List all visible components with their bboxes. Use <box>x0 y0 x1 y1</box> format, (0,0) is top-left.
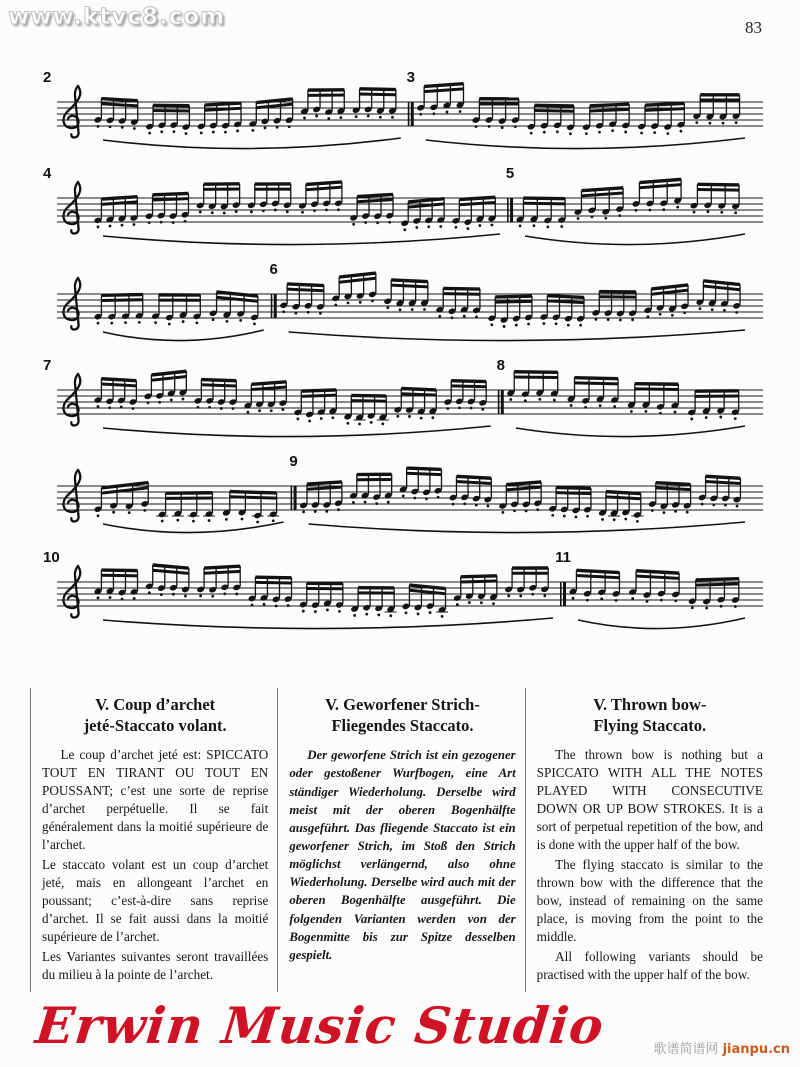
staff-notation-svg <box>35 66 765 162</box>
column-german <box>277 688 524 992</box>
french-heading <box>42 694 268 736</box>
music-system-4 <box>35 354 765 450</box>
french-paragraph: Le coup d’archet jeté est: SPICCATO TOUT EN TIRANT OU TOUT EN POUSSANT; c’est une sorte de reprise d’archet perpétuelle. Il se fait généralement dans la moitié supérieure de l’archet. <box>42 747 269 852</box>
site-credit-chinese: 歌谱简谱网 <box>653 1042 719 1057</box>
french-heading-line1: V. Coup d’archet <box>95 695 216 714</box>
exercise-number: 11 <box>555 549 571 566</box>
treble-clef-icon <box>63 86 80 138</box>
english-heading-line1: V. Thrown bow- <box>593 695 707 714</box>
instruction-text-block <box>30 688 772 992</box>
column-french <box>30 688 277 992</box>
site-credit-url: jianpu.cn <box>722 1042 790 1057</box>
music-system-1 <box>35 66 765 162</box>
treble-clef-icon <box>63 470 80 522</box>
english-paragraph: The flying staccato is similar to the thrown bow with the difference that the bow, instead of remaining on the same place, is moving from the point to the middle. <box>536 856 763 944</box>
exercise-number: 10 <box>43 549 60 566</box>
staff-notation-svg <box>35 546 765 642</box>
treble-clef-icon <box>63 566 80 618</box>
german-heading-line1: V. Geworfener Strich- <box>325 695 480 714</box>
english-paragraph: All following variants should be practised with the upper half of the bow. <box>536 948 763 982</box>
german-heading <box>289 694 515 736</box>
exercise-number: 5 <box>505 165 515 182</box>
staff-notation-svg <box>35 162 765 258</box>
music-system-6 <box>35 546 765 642</box>
french-paragraph: Les Variantes suivantes seront travaillées du milieu à la pointe de l’archet. <box>42 948 269 982</box>
staff-notation-svg <box>35 354 765 450</box>
french-heading-line2: jeté-Staccato volant. <box>83 716 227 736</box>
page-number: 83 <box>745 18 762 37</box>
music-system-5 <box>35 450 765 546</box>
exercise-number: 3 <box>406 69 415 86</box>
english-heading-line2: Flying Staccato. <box>593 716 707 736</box>
english-heading <box>537 694 763 736</box>
treble-clef-icon <box>63 374 80 426</box>
exercise-number: 2 <box>43 69 52 86</box>
staff-notation-svg <box>35 450 765 546</box>
treble-clef-icon <box>63 182 80 234</box>
german-paragraph: Der geworfene Strich ist ein gezogener oder gestoßener Wurfbogen, eine Art ständiger Wiederholung. Derselbe wird meist mit der oberen Bogenhälfte ausgeführt. Das fliegende Staccato ist ein geworfener Strich, im Stoß den Strich möglichst verlängernd, also ohne Wiederholung. Derselbe wird auch mit der oberen Bogenhälfte ausgeführt. Die folgenden Varianten werden von der Bogenmitte bis zur Spitze desselben gespielt. <box>289 748 516 962</box>
exercise-number: 9 <box>289 453 298 470</box>
music-area <box>35 66 765 642</box>
treble-clef-icon <box>63 278 80 330</box>
exercise-number: 7 <box>43 357 52 374</box>
column-english <box>525 688 772 992</box>
staff-notation-svg <box>35 258 765 354</box>
german-heading-line2: Fliegendes Staccato. <box>331 716 474 736</box>
site-credit <box>653 1038 790 1057</box>
watermark-text: www.ktvc8.com <box>8 4 226 30</box>
exercise-number: 8 <box>496 357 505 374</box>
erwin-music-studio-logo: Erwin Music Studio <box>32 996 607 1055</box>
english-paragraph: The thrown bow is nothing but a SPICCATO WITH ALL THE NOTES PLAYED WITH CONSECUTIVE DOWN OR UP BOW STROKES. It is a sort of perpetual repetition of the bow, and is done with the upper half of the bow. <box>536 747 763 852</box>
music-system-3 <box>35 258 765 354</box>
exercise-number: 4 <box>43 165 52 182</box>
exercise-number: 6 <box>269 261 278 278</box>
music-system-2 <box>35 162 765 258</box>
french-paragraph: Le staccato volant est un coup d’archet jeté, mais en allongeant l’archet en poussant; c’est-à-dire sans reprise d’archet. Il se fait aussi dans la moitié supérieure de l’archet. <box>42 856 269 944</box>
